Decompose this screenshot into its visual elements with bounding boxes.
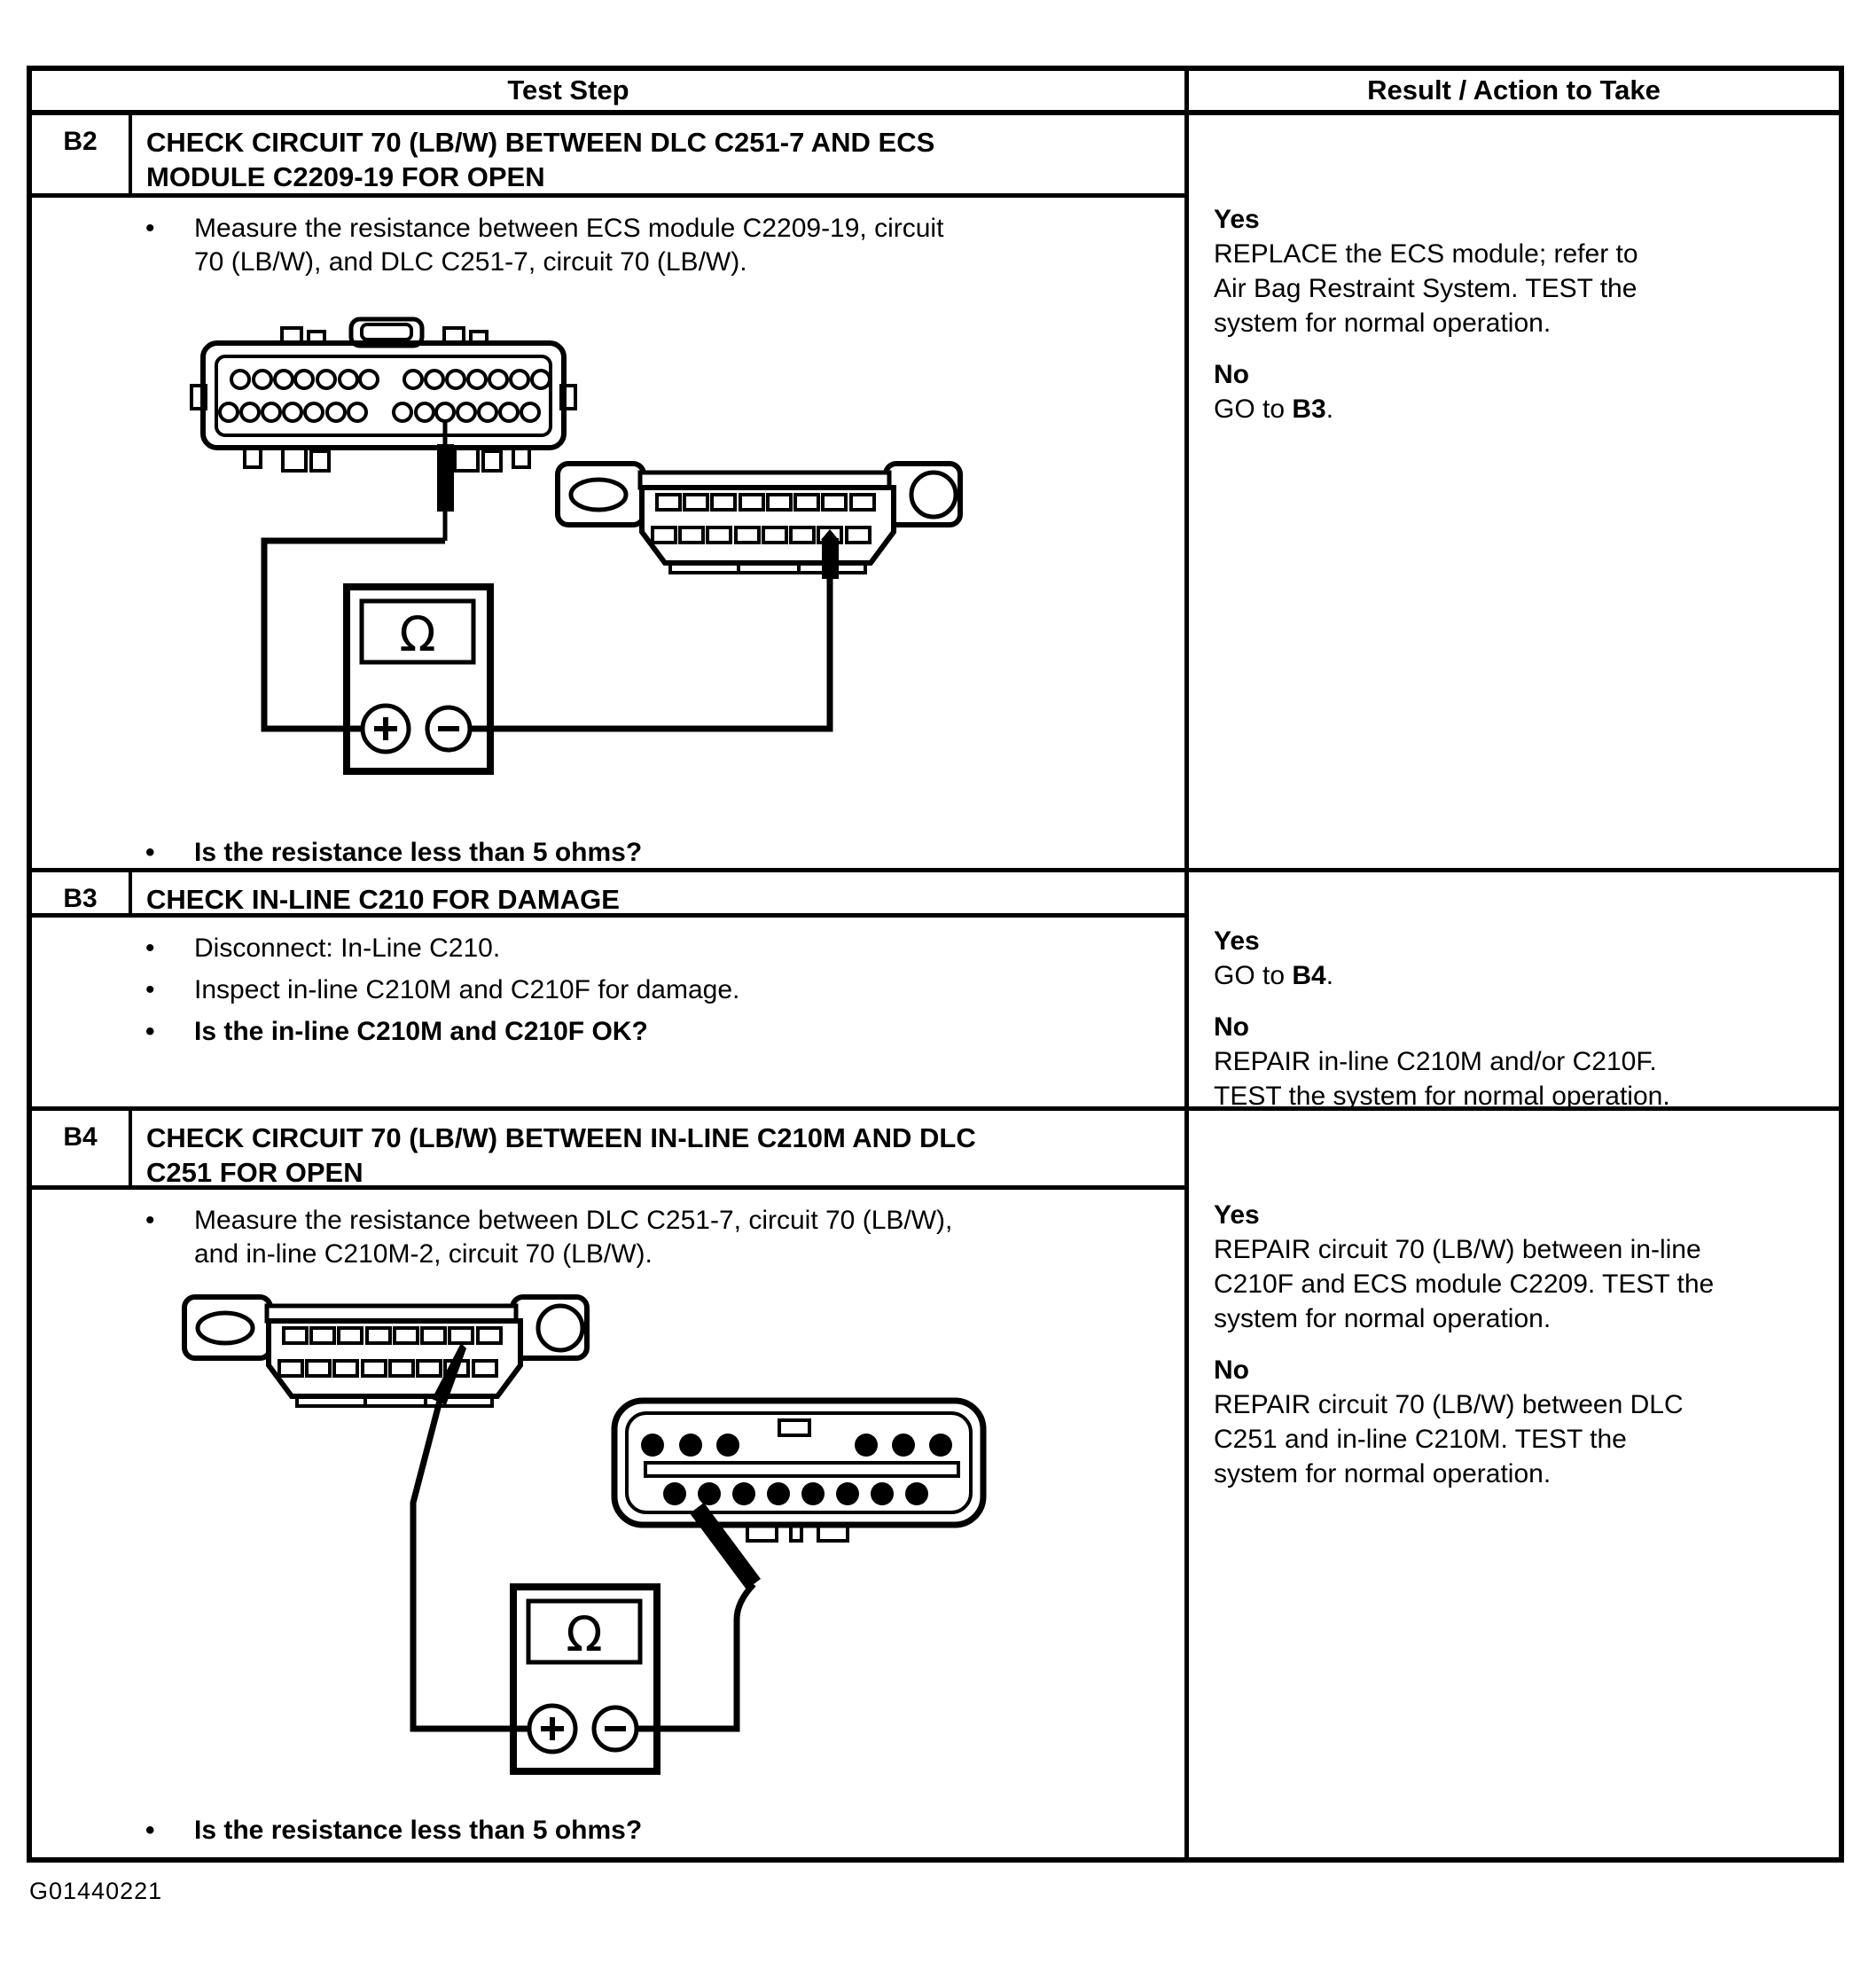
test-probe xyxy=(437,444,454,512)
result-yes-b4 xyxy=(1214,1198,1812,1336)
measure-text-b2: Measure the resistance between ECS module C2209-19, circuit 70 (LB/W), and DLC C251-7, circuit 70 (LB/W). xyxy=(194,214,944,277)
step-body-b4 xyxy=(32,1190,1189,1857)
no-action-text: GO to B3. xyxy=(1214,395,1334,424)
yes-label: Yes xyxy=(1214,926,1260,956)
bullet-icon: • xyxy=(145,1017,155,1046)
ecs-module-connector xyxy=(192,319,575,541)
measure-text-b4: Measure the resistance between DLC C251-7, circuit 70 (LB/W), and in-line C210M-2, circuit 70 (LB/W). xyxy=(194,1206,953,1269)
measure-bullet-b4 xyxy=(32,1190,1184,1271)
result-no-b4 xyxy=(1214,1353,1812,1491)
step-id-b2: B2 xyxy=(32,115,132,198)
figure-id: G01440221 xyxy=(29,1878,163,1904)
bullet-icon: • xyxy=(145,1206,155,1235)
no-label: No xyxy=(1214,360,1249,389)
bullet-icon: • xyxy=(145,214,155,243)
inline-c210m-connector xyxy=(614,1401,983,1590)
no-action-text: REPAIR in-line C210M and/or C210F. TEST the system for normal operation. xyxy=(1214,1047,1670,1111)
column-header-test-step: Test Step xyxy=(32,71,1189,115)
yes-action-text: REPLACE the ECS module; refer to Air Bag Restraint System. TEST the system for normal operation. xyxy=(1214,239,1638,338)
measure-bullet-b2 xyxy=(32,198,1184,279)
b4-circuit-diagram xyxy=(156,1290,1043,1786)
no-label: No xyxy=(1214,1356,1249,1385)
result-cell-b4 xyxy=(1189,1111,1839,1857)
step-id-b4: B4 xyxy=(32,1111,132,1190)
meter-lead-wire xyxy=(471,578,830,729)
step-body-b2 xyxy=(32,198,1189,872)
action-bullet-b3: • Inspect in-line C210M and C210F for damage. xyxy=(32,973,1184,1007)
yes-action-text: REPAIR circuit 70 (LB/W) between in-line C210F and ECS module C2209. TEST the system for normal operation. xyxy=(1214,1235,1715,1333)
question-bullet-b4: • Is the resistance less than 5 ohms? xyxy=(32,1814,1184,1848)
test-probe xyxy=(690,1503,761,1590)
step-id-b3: B3 xyxy=(32,872,132,918)
result-no-b3 xyxy=(1214,1010,1812,1113)
test-probe xyxy=(822,538,839,579)
no-action-text: REPAIR circuit 70 (LB/W) between DLC C251 and in-line C210M. TEST the system for normal operation. xyxy=(1214,1390,1684,1488)
step-title-b4: CHECK CIRCUIT 70 (LB/W) BETWEEN IN-LINE C210M AND DLC C251 FOR OPEN xyxy=(132,1111,1189,1190)
dlc-connector xyxy=(558,464,960,579)
bullet-icon: • xyxy=(145,1816,155,1845)
column-header-result-action: Result / Action to Take xyxy=(1189,71,1839,115)
ohmmeter xyxy=(513,1587,657,1771)
bullet-icon: • xyxy=(145,934,155,963)
bullet-icon: • xyxy=(145,838,155,867)
dlc-connector xyxy=(184,1297,587,1406)
result-yes-b3 xyxy=(1214,924,1812,993)
result-cell-b3 xyxy=(1189,872,1839,1111)
step-body-b3 xyxy=(32,918,1189,1111)
result-yes-b2 xyxy=(1214,202,1812,340)
step-title-b2: CHECK CIRCUIT 70 (LB/W) BETWEEN DLC C251-7 AND ECS MODULE C2209-19 FOR OPEN xyxy=(132,115,1189,198)
result-no-b2 xyxy=(1214,357,1812,426)
ecs-bottom-tabs xyxy=(245,448,529,471)
action-bullet-b3: • Disconnect: In-Line C210. xyxy=(32,932,1184,965)
yes-label: Yes xyxy=(1214,1200,1260,1230)
bullet-icon: • xyxy=(145,975,155,1004)
result-cell-b2 xyxy=(1189,115,1839,872)
b2-circuit-diagram xyxy=(174,306,1016,785)
yes-label: Yes xyxy=(1214,205,1260,234)
question-bullet-b2: • Is the resistance less than 5 ohms? xyxy=(32,836,1184,870)
step-title-b3: CHECK IN-LINE C210 FOR DAMAGE xyxy=(132,872,1189,918)
yes-action-text: GO to B4. xyxy=(1214,961,1334,990)
diagnostic-test-table xyxy=(27,66,1844,1863)
question-bullet-b3: • Is the in-line C210M and C210F OK? xyxy=(32,1015,1184,1049)
ohmmeter xyxy=(347,587,490,771)
ecs-pins xyxy=(220,371,550,421)
inline-pins xyxy=(641,1434,958,1505)
no-label: No xyxy=(1214,1012,1249,1042)
